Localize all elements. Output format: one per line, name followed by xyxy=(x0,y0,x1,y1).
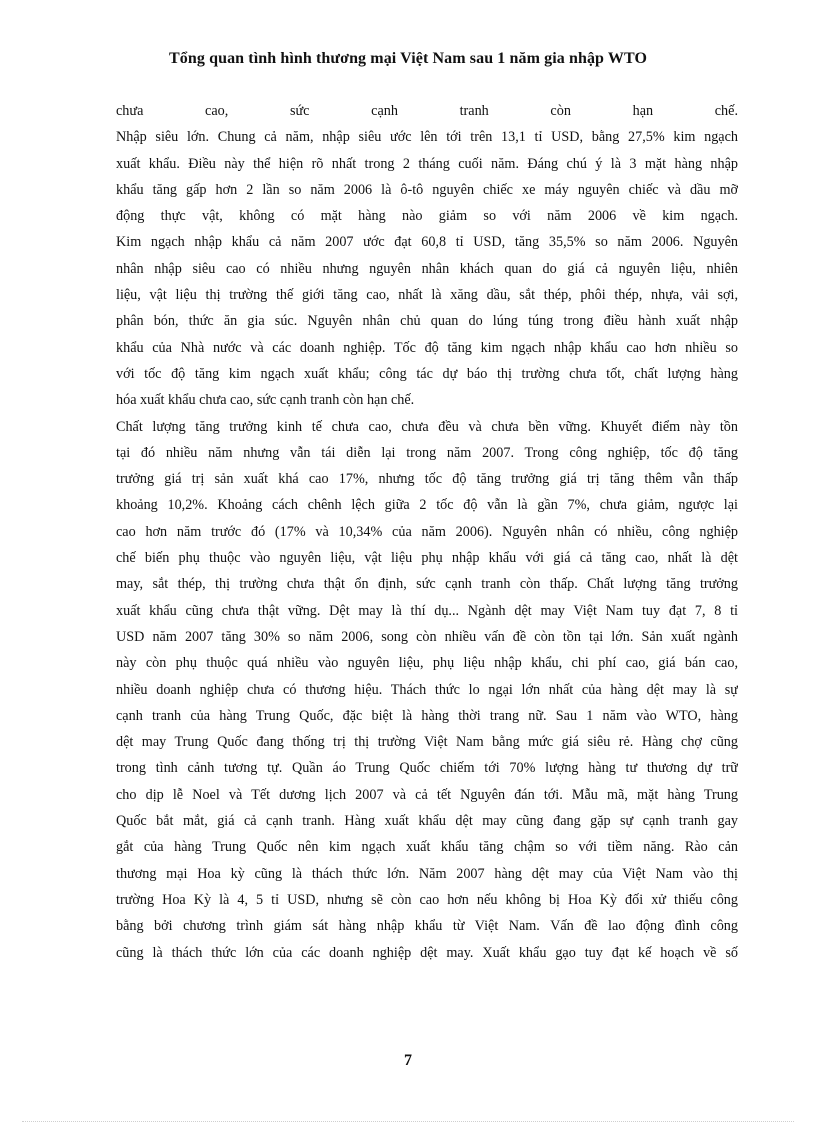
text-line: gắt của hàng Trung Quốc nên kim ngạch xuất khẩu tăng chậm so với tiềm năng. Rào cản xyxy=(116,839,738,856)
text-line: Chất lượng tăng trưởng kinh tế chưa cao, chưa đều và chưa bền vững. Khuyết điểm này tồn xyxy=(116,418,738,435)
text-line: Quốc bắt mắt, giá cả cạnh tranh. Hàng xuất khẩu dệt may cũng đang gặp sự cạnh tranh gay xyxy=(116,813,738,830)
text-line: khẩu tăng gấp hơn 2 lần so năm 2006 là ô-tô nguyên chiếc xe máy nguyên chiếc và dầu mỡ xyxy=(116,181,738,198)
text-line: liệu, vật liệu thị trường thế giới tăng cao, nhất là xăng dầu, sắt thép, phôi thép, nhựa, vải sợi, xyxy=(116,287,738,304)
text-line: cao hơn năm trước đó (17% và 10,34% của năm 2006). Nguyên nhân có nhiều, công nghiệp xyxy=(116,523,738,540)
paragraph-3 xyxy=(116,414,738,966)
text-line: cạnh tranh của hàng Trung Quốc, đặc biệt là hàng thời trang nữ. Sau 1 năm vào WTO, hàng xyxy=(116,707,738,724)
text-line: may, sắt thép, thị trường chưa thật ổn định, sức cạnh tranh còn thấp. Chất lượng tăng trưởng xyxy=(116,576,738,593)
text-line: động thực vật, không có mặt hàng nào giảm so với năm 2006 về kim ngạch. xyxy=(116,208,738,225)
text-line: dệt may Trung Quốc đang thống trị thị trường Việt Nam bằng mức giá siêu rẻ. Hàng chợ cũng xyxy=(116,734,738,751)
text-line: xuất khẩu. Điều này thể hiện rõ nhất trong 2 tháng cuối năm. Đáng chú ý là 3 mặt hàng nhập xyxy=(116,155,738,172)
text-line: tại đó nhiều năm nhưng vẫn tái diễn lại trong năm 2007. Trong công nghiệp, tốc độ tăng xyxy=(116,444,738,461)
paragraph-2 xyxy=(116,124,738,413)
page-title: Tổng quan tình hình thương mại Việt Nam sau 1 năm gia nhập WTO xyxy=(169,50,647,67)
text-line: trong tình cảnh tương tự. Quần áo Trung Quốc chiếm tới 70% lượng hàng tư thương dự trữ xyxy=(116,760,738,777)
text-line: này còn phụ thuộc quá nhiều vào nguyên liệu, phụ liệu nhập khẩu, chi phí cao, giá bán cao, xyxy=(116,655,738,672)
text-line: nhân nhập siêu cao có nhiều nhưng nguyên nhân khách quan do giá cả nguyên liệu, nhiên xyxy=(116,260,738,277)
text-line: Nhập siêu lớn. Chung cả năm, nhập siêu ước lên tới trên 13,1 tỉ USD, bằng 27,5% kim ngạch xyxy=(116,129,738,146)
text-line: USD năm 2007 tăng 30% so năm 2006, song còn nhiều vấn đề còn tồn tại lớn. Sản xuất ngành xyxy=(116,628,738,645)
text-line: chưa cao, sức cạnh tranh còn hạn chế. xyxy=(116,103,738,119)
paragraph-1 xyxy=(116,98,738,124)
text-line: xuất khẩu cũng chưa thật vững. Dệt may là thí dụ... Ngành dệt may Việt Nam tuy đạt 7, 8 tỉ xyxy=(116,602,738,619)
text-line: nhiều doanh nghiệp chưa có thương hiệu. Thách thức lo ngại lớn nhất của hàng dệt may là sự xyxy=(116,681,738,698)
page-bottom-divider xyxy=(22,1121,794,1122)
text-line: bằng bởi chương trình giám sát hàng nhập khẩu từ Việt Nam. Vấn đề lao động đình công xyxy=(116,918,738,935)
text-line: trường Hoa Kỳ là 4, 5 tỉ USD, nhưng sẽ còn cao hơn nếu không bị Hoa Kỳ đối xử thiếu công xyxy=(116,891,738,908)
text-line: chế biến phụ thuộc vào nguyên liệu, vật liệu phụ nhập khẩu với giá cả tăng cao, nhất là dệt xyxy=(116,550,738,567)
text-line: phân bón, thức ăn gia súc. Nguyên nhân chủ quan do lúng túng trong điều hành xuất nhập xyxy=(116,313,738,330)
text-line: trưởng giá trị sản xuất khá cao 17%, nhưng tốc độ tăng trưởng giá trị tăng thêm vẫn thấp xyxy=(116,471,738,488)
text-line: thương mại Hoa kỳ cũng là thách thức lớn. Năm 2007 hàng dệt may của Việt Nam vào thị xyxy=(116,865,738,882)
page-number: 7 xyxy=(404,1052,412,1069)
text-line: hóa xuất khẩu chưa cao, sức cạnh tranh còn hạn chế. xyxy=(116,392,415,409)
text-line: khoảng 10,2%. Khoảng cách chênh lệch giữa 2 tốc độ vẫn là gần 7%, chưa giảm, ngược lại xyxy=(116,497,738,514)
text-line: khẩu của Nhà nước và các doanh nghiệp. Tốc độ tăng kim ngạch nhập khẩu cao hơn nhiều so xyxy=(116,339,738,356)
body-text xyxy=(116,98,738,966)
text-line: với tốc độ tăng kim ngạch xuất khẩu; công tác dự báo thị trường chưa tốt, chất lượng hàng xyxy=(116,365,738,382)
text-line: cũng là thách thức lớn của các doanh nghiệp dệt may. Xuất khẩu gạo tuy đạt kế hoạch về số xyxy=(116,944,738,961)
text-line: cho dịp lễ Noel và Tết dương lịch 2007 và cả tết Nguyên đán tới. Mẫu mã, mặt hàng Trung xyxy=(116,786,738,803)
text-line: Kim ngạch nhập khẩu cả năm 2007 ước đạt 60,8 tỉ USD, tăng 35,5% so năm 2006. Nguyên xyxy=(116,234,738,251)
